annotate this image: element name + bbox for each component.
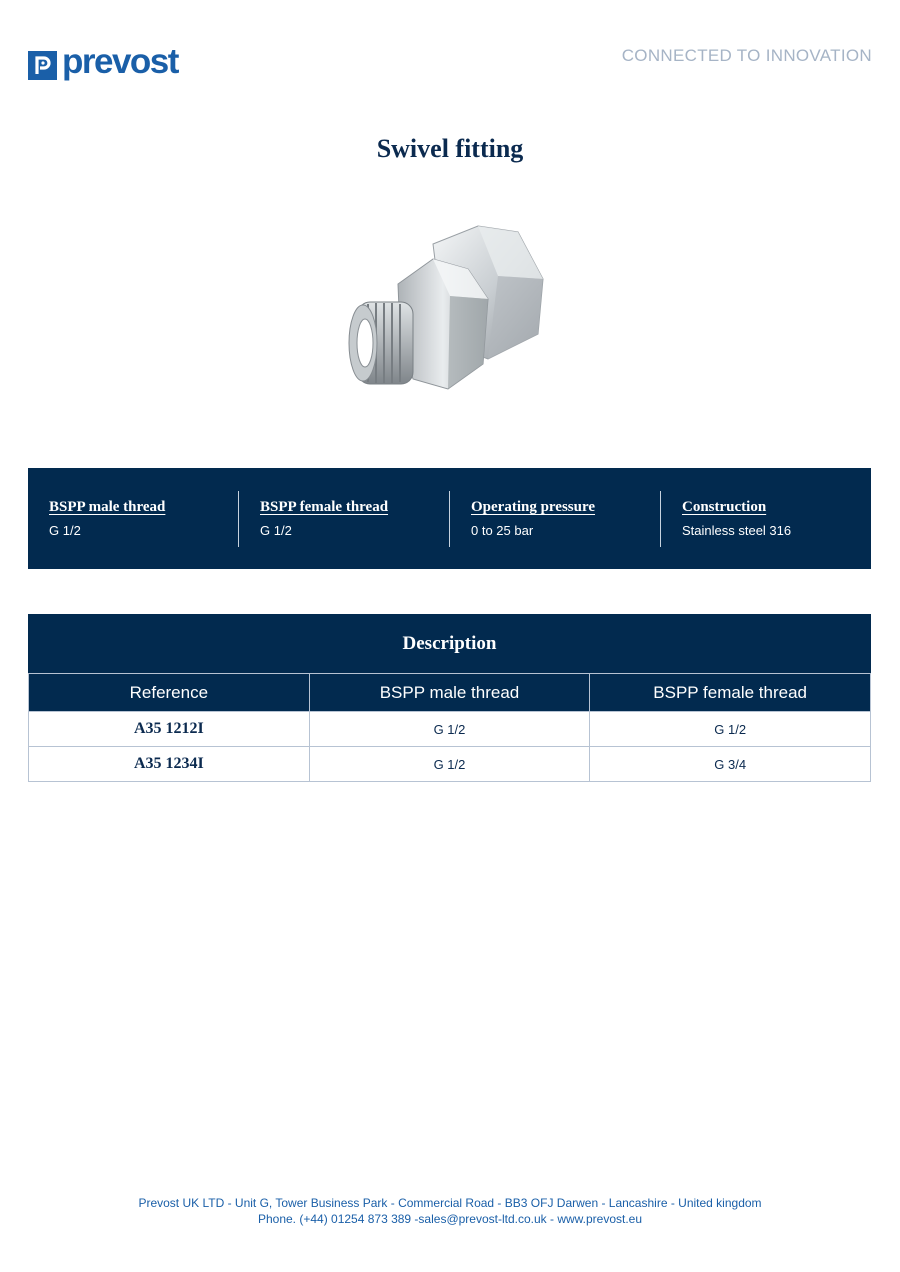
cell-female-thread: G 1/2 bbox=[590, 712, 871, 747]
spec-operating-pressure bbox=[449, 491, 660, 547]
spec-female-thread bbox=[238, 491, 449, 547]
table-header-row bbox=[29, 674, 871, 712]
spec-male-thread bbox=[28, 491, 238, 547]
cell-male-thread: G 1/2 bbox=[309, 747, 590, 782]
footer-address: Prevost UK LTD - Unit G, Tower Business Park - Commercial Road - BB3 OFJ Darwen - Lancashire - United kingdom bbox=[138, 1196, 762, 1210]
spec-banner bbox=[28, 468, 871, 569]
cell-female-thread: G 3/4 bbox=[590, 747, 871, 782]
description-table bbox=[28, 614, 871, 782]
column-header-male-thread: BSPP male thread bbox=[309, 674, 590, 712]
cell-reference: A35 1234I bbox=[29, 747, 310, 782]
spec-label: BSPP male thread bbox=[49, 499, 166, 515]
swivel-fitting-photo-icon bbox=[338, 214, 562, 410]
cell-male-thread: G 1/2 bbox=[309, 712, 590, 747]
logo-wordmark: prevost bbox=[62, 42, 178, 81]
footer-contact: Phone. (+44) 01254 873 389 -sales@prevost-ltd.co.uk - www.prevost.eu bbox=[257, 1212, 643, 1226]
spec-label: BSPP female thread bbox=[260, 499, 389, 515]
spec-value: Stainless steel 316 bbox=[682, 523, 792, 538]
spec-label: Operating pressure bbox=[471, 499, 596, 515]
table-row bbox=[29, 747, 871, 782]
spec-value: G 1/2 bbox=[49, 523, 81, 538]
spec-label: Construction bbox=[682, 499, 767, 515]
spec-value: G 1/2 bbox=[260, 523, 292, 538]
brand-logo bbox=[28, 44, 178, 80]
cell-reference: A35 1212I bbox=[29, 712, 310, 747]
spec-value: 0 to 25 bar bbox=[471, 523, 534, 538]
prevost-logo-icon bbox=[28, 44, 57, 80]
column-header-reference: Reference bbox=[29, 674, 310, 712]
column-header-female-thread: BSPP female thread bbox=[590, 674, 871, 712]
page-title: Swivel fitting bbox=[376, 134, 524, 163]
table-row bbox=[29, 712, 871, 747]
footer bbox=[0, 1195, 900, 1227]
reference-table bbox=[28, 673, 871, 782]
description-title: Description bbox=[28, 614, 871, 673]
spec-construction bbox=[660, 491, 871, 547]
tagline: CONNECTED TO INNOVATION bbox=[621, 46, 872, 65]
